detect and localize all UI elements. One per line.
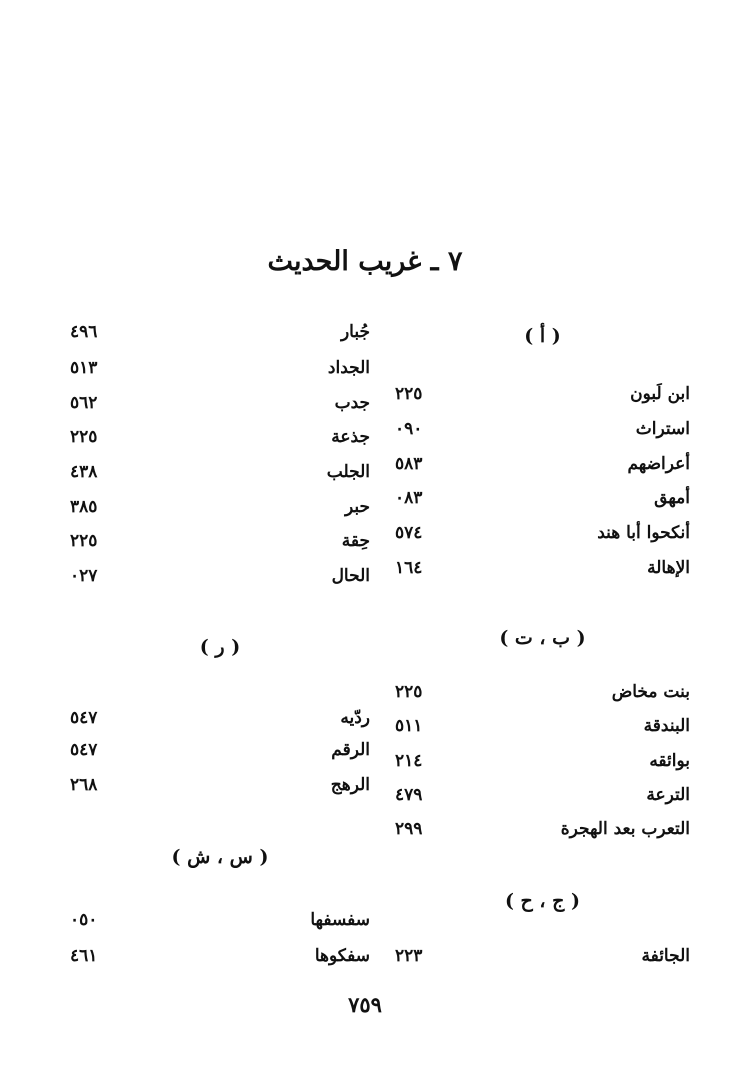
entry-term: بوائقه <box>649 751 690 771</box>
entry-page: ٣٨٥ <box>70 497 98 517</box>
index-entry <box>70 775 370 803</box>
section-heading-ra: ( ر ) <box>199 636 241 658</box>
index-entry <box>70 531 370 559</box>
index-entry <box>395 785 690 813</box>
entry-page: ٠٢٧ <box>70 566 98 586</box>
entry-page: ٤٧٩ <box>395 785 423 805</box>
index-entry <box>70 322 370 350</box>
index-entry <box>395 716 690 744</box>
index-entry <box>395 523 690 551</box>
entry-term: جُبار <box>340 322 370 342</box>
index-entry <box>70 566 370 594</box>
index-entry <box>395 751 690 779</box>
entry-page: ٢٢٣ <box>395 946 423 966</box>
entry-page: ٠٨٣ <box>395 488 423 508</box>
index-entry <box>395 419 690 447</box>
entry-page: ٥٧٤ <box>395 523 423 543</box>
entry-page: ٥١٣ <box>70 358 98 378</box>
entry-page: ٤٣٨ <box>70 462 98 482</box>
entry-page: ١٦٤ <box>395 558 423 578</box>
entry-term: سفكوها <box>314 946 370 966</box>
index-entry <box>395 558 690 586</box>
index-entry <box>395 488 690 516</box>
entry-term: ردّيه <box>340 708 370 728</box>
entry-term: أعراضهم <box>627 454 690 474</box>
entry-term: حِقة <box>341 531 370 551</box>
entry-term: الرهج <box>330 775 370 795</box>
index-entry <box>70 393 370 421</box>
entry-page: ٢٦٨ <box>70 775 98 795</box>
entry-term: الحال <box>331 566 370 586</box>
entry-term: جذعة <box>331 427 370 447</box>
entry-term: جدب <box>334 393 370 413</box>
entry-page: ٥٤٧ <box>70 708 98 728</box>
entry-term: الإهالة <box>647 558 690 578</box>
index-entry <box>70 740 370 768</box>
entry-term: الجداد <box>327 358 370 378</box>
entry-term: استراث <box>635 419 690 439</box>
entry-term: حبر <box>344 497 370 517</box>
entry-term: الجائفة <box>641 946 690 966</box>
entry-page: ٢٩٩ <box>395 819 423 839</box>
index-entry <box>395 384 690 412</box>
index-entry <box>395 946 690 974</box>
entry-page: ٢٢٥ <box>70 531 98 551</box>
section-heading-jim-ha: ( ج ، ح ) <box>504 890 581 912</box>
index-entry <box>395 454 690 482</box>
entry-page: ٢٢٥ <box>395 384 423 404</box>
index-entry <box>70 358 370 386</box>
entry-term: الترعة <box>646 785 690 805</box>
entry-page: ٠٥٠ <box>70 910 98 930</box>
section-heading-ba-ta: ( ب ، ت ) <box>499 627 586 649</box>
entry-term: ابن لَبون <box>630 384 690 404</box>
index-entry <box>70 427 370 455</box>
entry-term: التعرب بعد الهجرة <box>560 819 690 839</box>
index-entry <box>395 819 690 847</box>
index-entry <box>70 910 370 938</box>
entry-page: ٤٦١ <box>70 946 98 966</box>
section-heading-sin-shin: ( س ، ش ) <box>171 846 269 868</box>
index-entry <box>70 497 370 525</box>
entry-term: أنكحوا أبا هند <box>597 523 690 543</box>
entry-page: ٢٢٥ <box>395 682 423 702</box>
entry-term: بنت مخاض <box>611 682 690 702</box>
entry-page: ٤٩٦ <box>70 322 98 342</box>
entry-page: ٥١١ <box>395 716 423 736</box>
page-title: ٧ ـ غريب الحديث <box>267 246 463 277</box>
entry-term: البندقة <box>643 716 690 736</box>
entry-page: ٥٤٧ <box>70 740 98 760</box>
entry-page: ٠٩٠ <box>395 419 423 439</box>
index-entry <box>70 946 370 974</box>
entry-term: سفسفها <box>310 910 370 930</box>
entry-term: أمهق <box>654 488 690 508</box>
entry-term: الجلب <box>326 462 370 482</box>
entry-page: ٥٦٢ <box>70 393 98 413</box>
entry-term: الرقم <box>331 740 370 760</box>
index-entry <box>395 682 690 710</box>
entry-page: ٢٢٥ <box>70 427 98 447</box>
entry-page: ٥٨٣ <box>395 454 423 474</box>
entry-page: ٢١٤ <box>395 751 423 771</box>
index-entry <box>70 462 370 490</box>
section-heading-alef: ( أ ) <box>524 325 561 347</box>
index-entry <box>70 708 370 736</box>
page-number: ٧٥٩ <box>348 992 382 1017</box>
